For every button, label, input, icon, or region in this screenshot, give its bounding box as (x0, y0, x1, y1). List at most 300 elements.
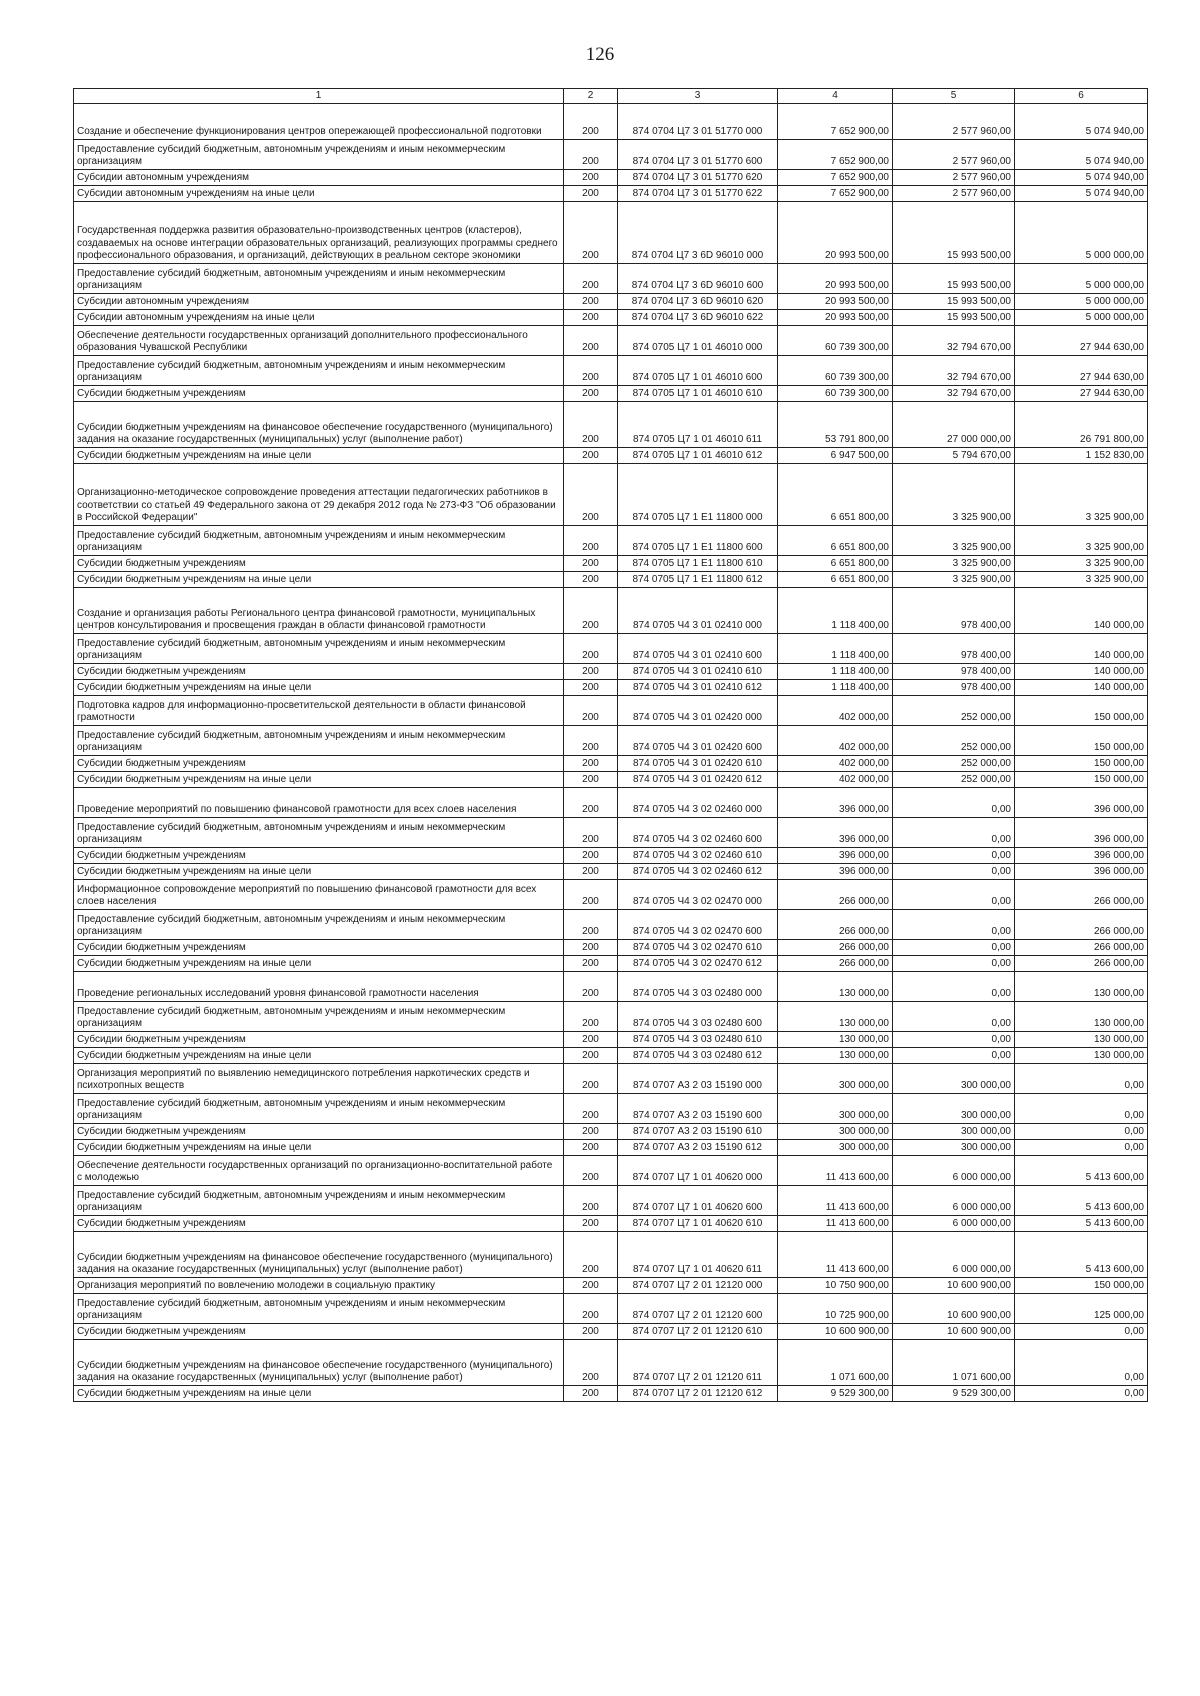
row-grbs-code: 200 (564, 880, 618, 910)
table-row (74, 680, 1148, 696)
row-name: Предоставление субсидий бюджетным, автономным учреждениям и иным некоммерческим организациям (74, 726, 564, 756)
row-amount-column-5: 2 577 960,00 (893, 140, 1015, 170)
row-classification-code: 874 0707 Ц7 1 01 40620 611 (618, 1232, 778, 1278)
row-amount-column-6: 396 000,00 (1015, 848, 1148, 864)
row-classification-code: 874 0707 Ц7 1 01 40620 000 (618, 1156, 778, 1186)
row-grbs-code: 200 (564, 680, 618, 696)
row-name: Субсидии бюджетным учреждениям (74, 664, 564, 680)
row-amount-column-5: 2 577 960,00 (893, 186, 1015, 202)
row-amount-total: 402 000,00 (778, 772, 893, 788)
table-row (74, 202, 1148, 264)
row-classification-code: 874 0705 Ч4 3 02 02460 000 (618, 788, 778, 818)
row-amount-total: 1 118 400,00 (778, 634, 893, 664)
row-classification-code: 874 0707 А3 2 03 15190 610 (618, 1124, 778, 1140)
row-classification-code: 874 0707 Ц7 2 01 12120 612 (618, 1386, 778, 1402)
row-amount-total: 20 993 500,00 (778, 310, 893, 326)
table-row (74, 386, 1148, 402)
table-row (74, 848, 1148, 864)
table-row (74, 588, 1148, 634)
row-classification-code: 874 0704 Ц7 3 01 51770 600 (618, 140, 778, 170)
row-amount-column-5: 978 400,00 (893, 664, 1015, 680)
table-row (74, 1124, 1148, 1140)
table-body (74, 104, 1148, 1402)
row-name: Предоставление субсидий бюджетным, автономным учреждениям и иным некоммерческим организациям (74, 1294, 564, 1324)
table-row (74, 556, 1148, 572)
row-amount-column-5: 15 993 500,00 (893, 310, 1015, 326)
row-classification-code: 874 0705 Ч4 3 03 02480 600 (618, 1002, 778, 1032)
row-classification-code: 874 0705 Ч4 3 01 02410 000 (618, 588, 778, 634)
row-amount-column-5: 15 993 500,00 (893, 294, 1015, 310)
row-grbs-code: 200 (564, 1324, 618, 1340)
row-classification-code: 874 0707 Ц7 2 01 12120 610 (618, 1324, 778, 1340)
row-amount-column-6: 0,00 (1015, 1124, 1148, 1140)
table-row (74, 696, 1148, 726)
row-grbs-code: 200 (564, 402, 618, 448)
table-row (74, 772, 1148, 788)
table-row (74, 1156, 1148, 1186)
row-amount-total: 266 000,00 (778, 880, 893, 910)
row-amount-total: 1 118 400,00 (778, 664, 893, 680)
row-name: Проведение региональных исследований уровня финансовой грамотности населения (74, 972, 564, 1002)
row-name: Предоставление субсидий бюджетным, автономным учреждениям и иным некоммерческим организациям (74, 356, 564, 386)
row-amount-column-5: 10 600 900,00 (893, 1294, 1015, 1324)
row-amount-total: 130 000,00 (778, 1032, 893, 1048)
row-amount-total: 6 651 800,00 (778, 556, 893, 572)
row-amount-column-6: 150 000,00 (1015, 696, 1148, 726)
row-name: Субсидии бюджетным учреждениям (74, 1216, 564, 1232)
row-amount-column-6: 266 000,00 (1015, 880, 1148, 910)
row-amount-column-5: 0,00 (893, 956, 1015, 972)
row-classification-code: 874 0704 Ц7 3 6D 96010 000 (618, 202, 778, 264)
row-amount-column-5: 3 325 900,00 (893, 526, 1015, 556)
table-row (74, 818, 1148, 848)
row-classification-code: 874 0705 Ч4 3 02 02460 610 (618, 848, 778, 864)
row-classification-code: 874 0704 Ц7 3 01 51770 000 (618, 104, 778, 140)
row-classification-code: 874 0705 Ц7 1 01 46010 611 (618, 402, 778, 448)
row-amount-total: 60 739 300,00 (778, 326, 893, 356)
row-grbs-code: 200 (564, 1216, 618, 1232)
row-grbs-code: 200 (564, 464, 618, 526)
row-amount-column-6: 150 000,00 (1015, 756, 1148, 772)
row-classification-code: 874 0705 Ч4 3 01 02420 600 (618, 726, 778, 756)
table-row (74, 448, 1148, 464)
row-grbs-code: 200 (564, 202, 618, 264)
row-amount-total: 6 651 800,00 (778, 572, 893, 588)
row-amount-total: 20 993 500,00 (778, 264, 893, 294)
table-row (74, 186, 1148, 202)
row-amount-column-5: 2 577 960,00 (893, 104, 1015, 140)
row-name: Создание и организация работы Регионального центра финансовой грамотности, муниципальных центров консультирования и просвещения граждан в области финансовой грамотности (74, 588, 564, 634)
row-amount-column-5: 300 000,00 (893, 1124, 1015, 1140)
table-row (74, 956, 1148, 972)
row-classification-code: 874 0705 Ч4 3 01 02420 612 (618, 772, 778, 788)
table-row (74, 264, 1148, 294)
row-classification-code: 874 0705 Ч4 3 03 02480 610 (618, 1032, 778, 1048)
row-amount-column-6: 266 000,00 (1015, 940, 1148, 956)
row-grbs-code: 200 (564, 940, 618, 956)
row-amount-column-5: 0,00 (893, 788, 1015, 818)
row-amount-column-6: 5 413 600,00 (1015, 1216, 1148, 1232)
row-name: Субсидии бюджетным учреждениям (74, 1032, 564, 1048)
row-name: Предоставление субсидий бюджетным, автономным учреждениям и иным некоммерческим организациям (74, 1186, 564, 1216)
row-name: Организация мероприятий по выявлению немедицинского потребления наркотических средств и психотропных веществ (74, 1064, 564, 1094)
row-amount-total: 10 725 900,00 (778, 1294, 893, 1324)
row-amount-column-6: 150 000,00 (1015, 772, 1148, 788)
row-amount-column-6: 3 325 900,00 (1015, 526, 1148, 556)
row-amount-column-6: 5 074 940,00 (1015, 186, 1148, 202)
table-row (74, 1386, 1148, 1402)
row-grbs-code: 200 (564, 910, 618, 940)
row-grbs-code: 200 (564, 956, 618, 972)
row-amount-total: 7 652 900,00 (778, 104, 893, 140)
row-name: Субсидии бюджетным учреждениям на иные цели (74, 572, 564, 588)
row-amount-column-6: 125 000,00 (1015, 1294, 1148, 1324)
row-amount-column-6: 5 000 000,00 (1015, 294, 1148, 310)
row-name: Субсидии бюджетным учреждениям на финансовое обеспечение государственного (муниципального) задания на оказание государственных (муниципальных) услуг (выполнение работ) (74, 1232, 564, 1278)
table-row (74, 294, 1148, 310)
row-classification-code: 874 0707 Ц7 1 01 40620 600 (618, 1186, 778, 1216)
row-amount-column-6: 3 325 900,00 (1015, 556, 1148, 572)
row-grbs-code: 200 (564, 1294, 618, 1324)
row-classification-code: 874 0705 Ч4 3 02 02470 000 (618, 880, 778, 910)
row-classification-code: 874 0705 Ч4 3 01 02410 610 (618, 664, 778, 680)
row-amount-column-5: 10 600 900,00 (893, 1278, 1015, 1294)
row-grbs-code: 200 (564, 1278, 618, 1294)
row-name: Субсидии бюджетным учреждениям на иные цели (74, 448, 564, 464)
table-row (74, 356, 1148, 386)
row-grbs-code: 200 (564, 1140, 618, 1156)
row-amount-column-6: 5 074 940,00 (1015, 104, 1148, 140)
row-grbs-code: 200 (564, 1032, 618, 1048)
row-name: Создание и обеспечение функционирования центров опережающей профессиональной подготовки (74, 104, 564, 140)
row-grbs-code: 200 (564, 1386, 618, 1402)
row-amount-column-5: 0,00 (893, 1002, 1015, 1032)
row-grbs-code: 200 (564, 664, 618, 680)
row-grbs-code: 200 (564, 696, 618, 726)
row-amount-column-6: 0,00 (1015, 1340, 1148, 1386)
row-grbs-code: 200 (564, 310, 618, 326)
page-number: 126 (585, 44, 615, 65)
row-amount-column-5: 15 993 500,00 (893, 264, 1015, 294)
row-amount-column-6: 0,00 (1015, 1094, 1148, 1124)
row-amount-column-5: 32 794 670,00 (893, 386, 1015, 402)
row-amount-total: 396 000,00 (778, 848, 893, 864)
row-amount-column-5: 300 000,00 (893, 1094, 1015, 1124)
row-amount-total: 6 651 800,00 (778, 464, 893, 526)
row-classification-code: 874 0705 Ч4 3 02 02460 612 (618, 864, 778, 880)
row-classification-code: 874 0704 Ц7 3 6D 96010 620 (618, 294, 778, 310)
row-amount-column-5: 2 577 960,00 (893, 170, 1015, 186)
table-header-row (74, 89, 1148, 104)
row-name: Предоставление субсидий бюджетным, автономным учреждениям и иным некоммерческим организациям (74, 1094, 564, 1124)
row-amount-total: 130 000,00 (778, 1002, 893, 1032)
row-amount-column-5: 0,00 (893, 1048, 1015, 1064)
row-amount-total: 9 529 300,00 (778, 1386, 893, 1402)
row-classification-code: 874 0704 Ц7 3 6D 96010 600 (618, 264, 778, 294)
row-name: Субсидии бюджетным учреждениям на иные цели (74, 1386, 564, 1402)
table-row (74, 910, 1148, 940)
row-amount-column-6: 0,00 (1015, 1064, 1148, 1094)
table-row (74, 940, 1148, 956)
row-amount-column-5: 252 000,00 (893, 696, 1015, 726)
row-amount-column-5: 6 000 000,00 (893, 1156, 1015, 1186)
row-amount-column-5: 300 000,00 (893, 1064, 1015, 1094)
row-amount-column-5: 6 000 000,00 (893, 1216, 1015, 1232)
row-classification-code: 874 0707 А3 2 03 15190 612 (618, 1140, 778, 1156)
row-amount-column-5: 3 325 900,00 (893, 556, 1015, 572)
row-grbs-code: 200 (564, 726, 618, 756)
row-name: Организационно-методическое сопровождение проведения аттестации педагогических работников в соответствии со статьей 49 Федерального закона от 29 декабря 2012 года № 273-ФЗ "Об образовании в Российской Федерации" (74, 464, 564, 526)
row-classification-code: 874 0707 А3 2 03 15190 000 (618, 1064, 778, 1094)
table-row (74, 972, 1148, 1002)
row-name: Субсидии бюджетным учреждениям на иные цели (74, 772, 564, 788)
row-name: Субсидии бюджетным учреждениям (74, 556, 564, 572)
row-name: Субсидии автономным учреждениям (74, 170, 564, 186)
row-name: Субсидии бюджетным учреждениям (74, 386, 564, 402)
row-amount-total: 266 000,00 (778, 910, 893, 940)
row-grbs-code: 200 (564, 864, 618, 880)
row-name: Субсидии бюджетным учреждениям (74, 848, 564, 864)
row-classification-code: 874 0707 Ц7 2 01 12120 600 (618, 1294, 778, 1324)
row-name: Субсидии бюджетным учреждениям (74, 1324, 564, 1340)
row-amount-total: 11 413 600,00 (778, 1216, 893, 1232)
row-amount-column-6: 3 325 900,00 (1015, 464, 1148, 526)
row-amount-column-6: 5 000 000,00 (1015, 264, 1148, 294)
column-header: 6 (1015, 89, 1148, 104)
row-grbs-code: 200 (564, 572, 618, 588)
row-name: Субсидии бюджетным учреждениям на финансовое обеспечение государственного (муниципального) задания на оказание государственных (муниципальных) услуг (выполнение работ) (74, 1340, 564, 1386)
row-amount-total: 20 993 500,00 (778, 202, 893, 264)
row-name: Проведение мероприятий по повышению финансовой грамотности для всех слоев населения (74, 788, 564, 818)
table-row (74, 664, 1148, 680)
row-name: Обеспечение деятельности государственных организаций по организационно-воспитательной работе с молодежью (74, 1156, 564, 1186)
row-amount-column-5: 978 400,00 (893, 680, 1015, 696)
table-row (74, 1232, 1148, 1278)
row-amount-total: 20 993 500,00 (778, 294, 893, 310)
row-amount-column-6: 27 944 630,00 (1015, 326, 1148, 356)
row-grbs-code: 200 (564, 1048, 618, 1064)
row-name: Предоставление субсидий бюджетным, автономным учреждениям и иным некоммерческим организациям (74, 264, 564, 294)
row-grbs-code: 200 (564, 448, 618, 464)
row-classification-code: 874 0705 Ч4 3 02 02460 600 (618, 818, 778, 848)
row-amount-column-6: 396 000,00 (1015, 864, 1148, 880)
table-row (74, 788, 1148, 818)
row-amount-total: 11 413 600,00 (778, 1232, 893, 1278)
row-classification-code: 874 0705 Ц7 1 01 46010 612 (618, 448, 778, 464)
row-name: Предоставление субсидий бюджетным, автономным учреждениям и иным некоммерческим организациям (74, 910, 564, 940)
table-row (74, 864, 1148, 880)
row-amount-column-6: 27 944 630,00 (1015, 386, 1148, 402)
table-row (74, 1094, 1148, 1124)
row-amount-column-5: 252 000,00 (893, 772, 1015, 788)
row-grbs-code: 200 (564, 788, 618, 818)
table-row (74, 1340, 1148, 1386)
row-amount-column-6: 5 413 600,00 (1015, 1232, 1148, 1278)
row-classification-code: 874 0705 Ц7 1 E1 11800 610 (618, 556, 778, 572)
table-row (74, 634, 1148, 664)
row-amount-column-6: 27 944 630,00 (1015, 356, 1148, 386)
row-amount-column-6: 130 000,00 (1015, 1002, 1148, 1032)
row-name: Субсидии бюджетным учреждениям на иные цели (74, 1140, 564, 1156)
table-row (74, 1186, 1148, 1216)
row-grbs-code: 200 (564, 526, 618, 556)
table-row (74, 1324, 1148, 1340)
row-name: Предоставление субсидий бюджетным, автономным учреждениям и иным некоммерческим организациям (74, 818, 564, 848)
table-row (74, 464, 1148, 526)
column-header: 1 (74, 89, 564, 104)
table-row (74, 1002, 1148, 1032)
row-grbs-code: 200 (564, 818, 618, 848)
row-amount-column-6: 130 000,00 (1015, 972, 1148, 1002)
row-amount-column-6: 3 325 900,00 (1015, 572, 1148, 588)
row-amount-column-5: 6 000 000,00 (893, 1186, 1015, 1216)
row-amount-total: 396 000,00 (778, 788, 893, 818)
row-grbs-code: 200 (564, 140, 618, 170)
row-amount-column-6: 140 000,00 (1015, 664, 1148, 680)
row-amount-total: 11 413 600,00 (778, 1156, 893, 1186)
column-header: 3 (618, 89, 778, 104)
row-classification-code: 874 0705 Ц7 1 E1 11800 600 (618, 526, 778, 556)
row-classification-code: 874 0704 Ц7 3 01 51770 622 (618, 186, 778, 202)
row-amount-total: 300 000,00 (778, 1124, 893, 1140)
row-name: Субсидии автономным учреждениям (74, 294, 564, 310)
row-amount-column-5: 5 794 670,00 (893, 448, 1015, 464)
row-classification-code: 874 0705 Ч4 3 01 02410 612 (618, 680, 778, 696)
table-row (74, 1140, 1148, 1156)
row-amount-column-5: 300 000,00 (893, 1140, 1015, 1156)
row-amount-column-6: 5 000 000,00 (1015, 202, 1148, 264)
row-amount-total: 7 652 900,00 (778, 170, 893, 186)
row-classification-code: 874 0705 Ч4 3 01 02410 600 (618, 634, 778, 664)
row-amount-total: 11 413 600,00 (778, 1186, 893, 1216)
row-amount-column-6: 150 000,00 (1015, 726, 1148, 756)
row-amount-column-5: 978 400,00 (893, 588, 1015, 634)
row-amount-column-6: 130 000,00 (1015, 1048, 1148, 1064)
row-amount-column-5: 6 000 000,00 (893, 1232, 1015, 1278)
row-amount-total: 402 000,00 (778, 696, 893, 726)
row-classification-code: 874 0707 А3 2 03 15190 600 (618, 1094, 778, 1124)
row-amount-column-5: 3 325 900,00 (893, 464, 1015, 526)
row-grbs-code: 200 (564, 588, 618, 634)
row-amount-column-5: 32 794 670,00 (893, 356, 1015, 386)
row-grbs-code: 200 (564, 1064, 618, 1094)
table-row (74, 1048, 1148, 1064)
table-row (74, 140, 1148, 170)
row-name: Предоставление субсидий бюджетным, автономным учреждениям и иным некоммерческим организациям (74, 140, 564, 170)
row-amount-column-6: 140 000,00 (1015, 680, 1148, 696)
row-amount-column-5: 0,00 (893, 910, 1015, 940)
table-row (74, 1032, 1148, 1048)
row-classification-code: 874 0705 Ч4 3 02 02470 610 (618, 940, 778, 956)
row-amount-column-5: 3 325 900,00 (893, 572, 1015, 588)
row-amount-total: 396 000,00 (778, 818, 893, 848)
row-amount-column-5: 252 000,00 (893, 756, 1015, 772)
row-amount-column-6: 140 000,00 (1015, 588, 1148, 634)
row-amount-total: 1 118 400,00 (778, 588, 893, 634)
table-row (74, 1064, 1148, 1094)
row-amount-column-5: 0,00 (893, 972, 1015, 1002)
row-name: Субсидии автономным учреждениям на иные цели (74, 310, 564, 326)
row-amount-column-5: 32 794 670,00 (893, 326, 1015, 356)
row-grbs-code: 200 (564, 1156, 618, 1186)
row-name: Субсидии бюджетным учреждениям на иные цели (74, 680, 564, 696)
row-amount-column-6: 5 074 940,00 (1015, 140, 1148, 170)
row-amount-column-6: 396 000,00 (1015, 818, 1148, 848)
row-grbs-code: 200 (564, 848, 618, 864)
row-name: Субсидии бюджетным учреждениям (74, 1124, 564, 1140)
row-name: Государственная поддержка развития образовательно-производственных центров (кластеров), создаваемых на основе интеграции образовательных организаций, реализующих программы среднего профессионального образования, и организаций, действующих в реальном секторе экономики (74, 202, 564, 264)
row-amount-total: 266 000,00 (778, 940, 893, 956)
row-amount-column-5: 0,00 (893, 818, 1015, 848)
row-grbs-code: 200 (564, 1340, 618, 1386)
row-grbs-code: 200 (564, 972, 618, 1002)
row-grbs-code: 200 (564, 1186, 618, 1216)
row-amount-total: 6 651 800,00 (778, 526, 893, 556)
row-classification-code: 874 0705 Ч4 3 03 02480 000 (618, 972, 778, 1002)
row-classification-code: 874 0707 Ц7 1 01 40620 610 (618, 1216, 778, 1232)
row-classification-code: 874 0705 Ц7 1 E1 11800 612 (618, 572, 778, 588)
row-name: Субсидии бюджетным учреждениям (74, 756, 564, 772)
row-amount-total: 53 791 800,00 (778, 402, 893, 448)
row-amount-column-6: 0,00 (1015, 1386, 1148, 1402)
row-name: Субсидии бюджетным учреждениям на иные цели (74, 1048, 564, 1064)
row-name: Субсидии бюджетным учреждениям (74, 940, 564, 956)
table-row (74, 170, 1148, 186)
row-amount-column-5: 0,00 (893, 864, 1015, 880)
row-amount-total: 60 739 300,00 (778, 356, 893, 386)
row-amount-column-5: 978 400,00 (893, 634, 1015, 664)
table-row (74, 880, 1148, 910)
table-row (74, 572, 1148, 588)
row-amount-total: 300 000,00 (778, 1140, 893, 1156)
row-amount-total: 266 000,00 (778, 956, 893, 972)
row-amount-total: 396 000,00 (778, 864, 893, 880)
row-amount-column-5: 0,00 (893, 940, 1015, 956)
row-classification-code: 874 0705 Ц7 1 01 46010 000 (618, 326, 778, 356)
row-grbs-code: 200 (564, 1002, 618, 1032)
row-classification-code: 874 0707 Ц7 2 01 12120 000 (618, 1278, 778, 1294)
row-amount-total: 300 000,00 (778, 1094, 893, 1124)
row-grbs-code: 200 (564, 556, 618, 572)
row-amount-total: 402 000,00 (778, 756, 893, 772)
row-amount-total: 130 000,00 (778, 972, 893, 1002)
row-classification-code: 874 0705 Ц7 1 E1 11800 000 (618, 464, 778, 526)
row-amount-column-5: 0,00 (893, 1032, 1015, 1048)
row-amount-column-5: 9 529 300,00 (893, 1386, 1015, 1402)
row-grbs-code: 200 (564, 1232, 618, 1278)
row-amount-column-5: 252 000,00 (893, 726, 1015, 756)
row-classification-code: 874 0705 Ч4 3 03 02480 612 (618, 1048, 778, 1064)
row-classification-code: 874 0705 Ч4 3 01 02420 610 (618, 756, 778, 772)
table-row (74, 310, 1148, 326)
budget-table (73, 88, 1148, 1402)
row-name: Субсидии бюджетным учреждениям на иные цели (74, 956, 564, 972)
row-amount-column-5: 1 071 600,00 (893, 1340, 1015, 1386)
column-header: 5 (893, 89, 1015, 104)
row-amount-total: 130 000,00 (778, 1048, 893, 1064)
row-grbs-code: 200 (564, 264, 618, 294)
row-grbs-code: 200 (564, 756, 618, 772)
row-amount-column-6: 5 413 600,00 (1015, 1186, 1148, 1216)
row-amount-column-6: 0,00 (1015, 1324, 1148, 1340)
table-row (74, 326, 1148, 356)
row-amount-column-6: 5 074 940,00 (1015, 170, 1148, 186)
row-amount-column-6: 5 413 600,00 (1015, 1156, 1148, 1186)
row-amount-column-6: 5 000 000,00 (1015, 310, 1148, 326)
row-amount-column-6: 266 000,00 (1015, 910, 1148, 940)
row-amount-total: 7 652 900,00 (778, 140, 893, 170)
row-amount-total: 7 652 900,00 (778, 186, 893, 202)
